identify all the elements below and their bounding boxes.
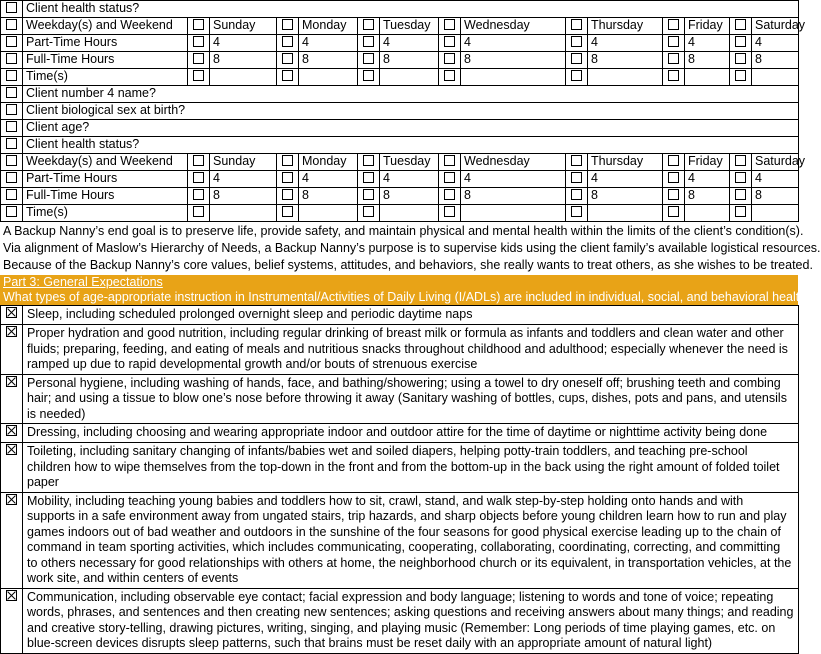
intro-line: Because of the Backup Nanny’s core values, belief systems, attitudes, and behaviors, she really wants to treat others, as she wishes to be treated.: [3, 258, 813, 272]
checkbox[interactable]: [6, 172, 17, 183]
day-checkbox[interactable]: [363, 155, 374, 166]
day-label: Friday: [685, 154, 730, 171]
row-label: Part-Time Hours: [23, 35, 188, 52]
day-checkbox[interactable]: [193, 19, 204, 30]
checkbox[interactable]: [735, 70, 746, 81]
hours-value[interactable]: 8: [210, 52, 277, 69]
field-label: Client biological sex at birth?: [23, 103, 799, 120]
checkbox[interactable]: [6, 53, 17, 64]
checked-checkbox[interactable]: [6, 326, 17, 337]
expectation-row: [1, 492, 799, 588]
expectation-text: Personal hygiene, including washing of hands, face, and bathing/showering; using a towel to dry oneself off; brushing teeth and combing hair; and using a tissue to blow one’s nose before throwing it away (Sanitary washing of bottles, cups, dishes, pots and pans, and utensils is needed): [23, 374, 799, 424]
field-label: Client health status?: [23, 1, 799, 18]
day-label: Sunday: [210, 18, 277, 35]
hours-value[interactable]: 8: [380, 52, 439, 69]
checkbox[interactable]: [444, 172, 455, 183]
full-time-row: [1, 188, 799, 205]
row-label: Time(s): [23, 69, 188, 86]
row-label: Weekday(s) and Weekend: [23, 154, 188, 171]
checked-checkbox[interactable]: [6, 444, 17, 455]
checkbox[interactable]: [6, 189, 17, 200]
checkbox[interactable]: [363, 36, 374, 47]
day-checkbox[interactable]: [668, 155, 679, 166]
expectation-row: [1, 443, 799, 493]
time-row: [1, 69, 799, 86]
checked-checkbox[interactable]: [6, 494, 17, 505]
expectation-text: Dressing, including choosing and wearing appropriate indoor and outdoor attire for the time of daytime or nighttime activity being done: [23, 424, 799, 443]
weekday-row: [1, 18, 799, 35]
checked-checkbox[interactable]: [6, 590, 17, 601]
hours-value[interactable]: 4: [210, 35, 277, 52]
intro-paragraph: [0, 222, 821, 275]
day-checkbox[interactable]: [444, 19, 455, 30]
part3-banner: [0, 275, 814, 305]
day-label: Wednesday: [461, 18, 566, 35]
day-label: Thursday: [588, 18, 663, 35]
hours-value[interactable]: 4: [299, 171, 358, 188]
time-cell[interactable]: [299, 69, 358, 86]
time-cell[interactable]: [685, 205, 730, 222]
hours-value[interactable]: 8: [685, 188, 730, 205]
checkbox[interactable]: [735, 172, 746, 183]
time-cell[interactable]: [461, 69, 566, 86]
checkbox[interactable]: [668, 53, 679, 64]
checkbox[interactable]: [6, 138, 17, 149]
day-checkbox[interactable]: [282, 155, 293, 166]
field-label: Client health status?: [23, 137, 799, 154]
checkbox[interactable]: [363, 206, 374, 217]
weekday-row: [1, 154, 799, 171]
time-cell[interactable]: [461, 205, 566, 222]
checkbox[interactable]: [193, 70, 204, 81]
hours-value[interactable]: 8: [299, 188, 358, 205]
hours-value[interactable]: 4: [380, 171, 439, 188]
time-cell[interactable]: [685, 69, 730, 86]
checkbox[interactable]: [571, 53, 582, 64]
checkbox[interactable]: [668, 70, 679, 81]
checkbox[interactable]: [6, 70, 17, 81]
time-row: [1, 205, 799, 222]
day-label: Thursday: [588, 154, 663, 171]
hours-value[interactable]: 4: [752, 171, 799, 188]
row-label: Full-Time Hours: [23, 188, 188, 205]
expectation-text: Toileting, including sanitary changing of infants/babies wet and soiled diapers, helping potty-train toddlers, and teaching pre-school children how to wipe themselves from the top-down in the front and from the bottom-up in the back using the right amount of folded toilet paper: [23, 443, 799, 493]
day-label: Tuesday: [380, 18, 439, 35]
checkbox[interactable]: [735, 53, 746, 64]
checkbox[interactable]: [444, 53, 455, 64]
hours-value[interactable]: 4: [210, 171, 277, 188]
health-status-row: [1, 137, 799, 154]
row-label: Full-Time Hours: [23, 52, 188, 69]
checkbox[interactable]: [735, 206, 746, 217]
hours-value[interactable]: 4: [461, 35, 566, 52]
checkbox[interactable]: [444, 189, 455, 200]
day-label: Saturday: [752, 154, 799, 171]
expectation-text: Communication, including observable eye contact; facial expression and body language; listening to words and tone of voice; repeating words, phrases, and sentences and then creating new sentences; asking questions and receiving answers about many things; and reading and creative story-telling, drawing pictures, writing, singing, and playing music (Remember: Long periods of time playing games, etc. on blue-screen devices disrupts sleep patterns, such that brains must be reset daily with an appropriate amount of natural light): [23, 588, 799, 653]
hours-value[interactable]: 8: [588, 188, 663, 205]
checkbox[interactable]: [571, 189, 582, 200]
checkbox[interactable]: [282, 172, 293, 183]
day-checkbox[interactable]: [444, 155, 455, 166]
checkbox[interactable]: [282, 53, 293, 64]
hours-value[interactable]: 8: [685, 52, 730, 69]
checkbox[interactable]: [193, 189, 204, 200]
full-time-row: [1, 52, 799, 69]
checkbox[interactable]: [668, 36, 679, 47]
expectation-row: [1, 325, 799, 375]
hours-value[interactable]: 8: [588, 52, 663, 69]
time-cell[interactable]: [210, 69, 277, 86]
checkbox[interactable]: [735, 189, 746, 200]
expectation-row: [1, 588, 799, 653]
checkbox[interactable]: [444, 36, 455, 47]
row-label: Weekday(s) and Weekend: [23, 18, 188, 35]
expectation-row: [1, 306, 799, 325]
checkbox[interactable]: [571, 206, 582, 217]
checkbox[interactable]: [193, 53, 204, 64]
hours-value[interactable]: 4: [752, 35, 799, 52]
checkbox[interactable]: [363, 53, 374, 64]
checkbox[interactable]: [668, 172, 679, 183]
checkbox[interactable]: [193, 172, 204, 183]
intro-line: A Backup Nanny’s end goal is to preserve life, provide safety, and maintain physical and mental health within the limits of the client’s condition(s).: [3, 224, 804, 238]
expectation-text: Sleep, including scheduled prolonged overnight sleep and periodic daytime naps: [23, 306, 799, 325]
hours-value[interactable]: 4: [461, 171, 566, 188]
hours-value[interactable]: 4: [588, 171, 663, 188]
expectation-row: [1, 424, 799, 443]
time-cell[interactable]: [752, 205, 799, 222]
hours-value[interactable]: 8: [380, 188, 439, 205]
day-checkbox[interactable]: [735, 155, 746, 166]
checkbox[interactable]: [6, 87, 17, 98]
hours-value[interactable]: 8: [210, 188, 277, 205]
checkbox[interactable]: [444, 206, 455, 217]
checked-checkbox[interactable]: [6, 307, 17, 318]
field-label: Client number 4 name?: [23, 86, 799, 103]
hours-value[interactable]: 8: [752, 188, 799, 205]
checkbox[interactable]: [444, 70, 455, 81]
field-label: Client age?: [23, 120, 799, 137]
hours-value[interactable]: 8: [299, 52, 358, 69]
client-name-row: [1, 86, 799, 103]
intro-line: Via alignment of Maslow’s Hierarchy of Needs, a Backup Nanny’s purpose is to supervise kids using the client family’s available logistical resources.: [3, 241, 821, 255]
checked-checkbox[interactable]: [6, 425, 17, 436]
checkbox[interactable]: [6, 36, 17, 47]
hours-value[interactable]: 8: [461, 188, 566, 205]
day-checkbox[interactable]: [193, 155, 204, 166]
day-checkbox[interactable]: [571, 19, 582, 30]
expectation-text: Proper hydration and good nutrition, including regular drinking of breast milk or formula as infants and toddlers and clean water and other fluids; preparing, feeding, and eating of meals and nutritious snacks throughout childhood and adulthood; especially whenever the need is ramped up due to rapid developmental growth and/or bouts of strenuous exercise: [23, 325, 799, 375]
row-label: Time(s): [23, 205, 188, 222]
client-sex-row: [1, 103, 799, 120]
checkbox[interactable]: [6, 121, 17, 132]
checked-checkbox[interactable]: [6, 376, 17, 387]
time-cell[interactable]: [380, 69, 439, 86]
checkbox[interactable]: [363, 70, 374, 81]
checkbox[interactable]: [363, 172, 374, 183]
hours-value[interactable]: 8: [461, 52, 566, 69]
hours-value[interactable]: 8: [752, 52, 799, 69]
expectation-row: [1, 374, 799, 424]
day-label: Tuesday: [380, 154, 439, 171]
checkbox[interactable]: [282, 189, 293, 200]
checkbox[interactable]: [571, 36, 582, 47]
hours-value[interactable]: 4: [685, 171, 730, 188]
checkbox[interactable]: [6, 19, 17, 30]
expectation-text: Mobility, including teaching young babies and toddlers how to sit, crawl, stand, and walk step-by-step holding onto hands and with supports in a safe environment away from ungated stairs, trip hazards, and sharp objects before young children learn how to run and play games indoors out of bad weather and outdoors in the sunshine of the four seasons for good physical exercise leading up to the chain of command in team sporting activities, which includes communicating, cooperating, collaborating, coordinating, correcting, and committing to others necessary for good relationships with others at home, the neighborhood church or its equivalent, in transportation vehicles, at the work site, and within centers of events: [23, 492, 799, 588]
hours-value[interactable]: 4: [685, 35, 730, 52]
time-cell[interactable]: [210, 205, 277, 222]
day-label: Wednesday: [461, 154, 566, 171]
row-label: Part-Time Hours: [23, 171, 188, 188]
day-label: Friday: [685, 18, 730, 35]
checkbox[interactable]: [571, 70, 582, 81]
hours-value[interactable]: 4: [380, 35, 439, 52]
time-cell[interactable]: [299, 205, 358, 222]
checkbox[interactable]: [668, 206, 679, 217]
expectations-table: [0, 305, 799, 654]
part3-title: Part 3: General Expectations: [3, 275, 163, 289]
checkbox[interactable]: [571, 172, 582, 183]
checkbox[interactable]: [193, 36, 204, 47]
checkbox[interactable]: [6, 104, 17, 115]
checkbox[interactable]: [6, 155, 17, 166]
checkbox[interactable]: [6, 206, 17, 217]
checkbox[interactable]: [668, 189, 679, 200]
day-checkbox[interactable]: [668, 19, 679, 30]
day-checkbox[interactable]: [363, 19, 374, 30]
time-cell[interactable]: [588, 69, 663, 86]
hours-value[interactable]: 4: [299, 35, 358, 52]
day-label: Monday: [299, 154, 358, 171]
part3-question: What types of age-appropriate instruction in Instrumental/Activities of Daily Living (I/ADLs) are included in individual, social, and behavioral health?: [3, 290, 814, 304]
checkbox[interactable]: [282, 70, 293, 81]
checkbox[interactable]: [193, 206, 204, 217]
hours-value[interactable]: 4: [588, 35, 663, 52]
checkbox[interactable]: [282, 206, 293, 217]
day-label: Sunday: [210, 154, 277, 171]
day-checkbox[interactable]: [571, 155, 582, 166]
day-label: Monday: [299, 18, 358, 35]
checkbox[interactable]: [735, 36, 746, 47]
part-time-row: [1, 35, 799, 52]
time-cell[interactable]: [752, 69, 799, 86]
schedule-table-1: [0, 0, 806, 222]
checkbox[interactable]: [363, 189, 374, 200]
day-checkbox[interactable]: [735, 19, 746, 30]
checkbox[interactable]: [6, 2, 17, 13]
part-time-row: [1, 171, 799, 188]
checkbox[interactable]: [282, 36, 293, 47]
day-checkbox[interactable]: [282, 19, 293, 30]
time-cell[interactable]: [380, 205, 439, 222]
health-status-row: [1, 1, 799, 18]
day-label: Saturday: [752, 18, 799, 35]
client-age-row: [1, 120, 799, 137]
time-cell[interactable]: [588, 205, 663, 222]
